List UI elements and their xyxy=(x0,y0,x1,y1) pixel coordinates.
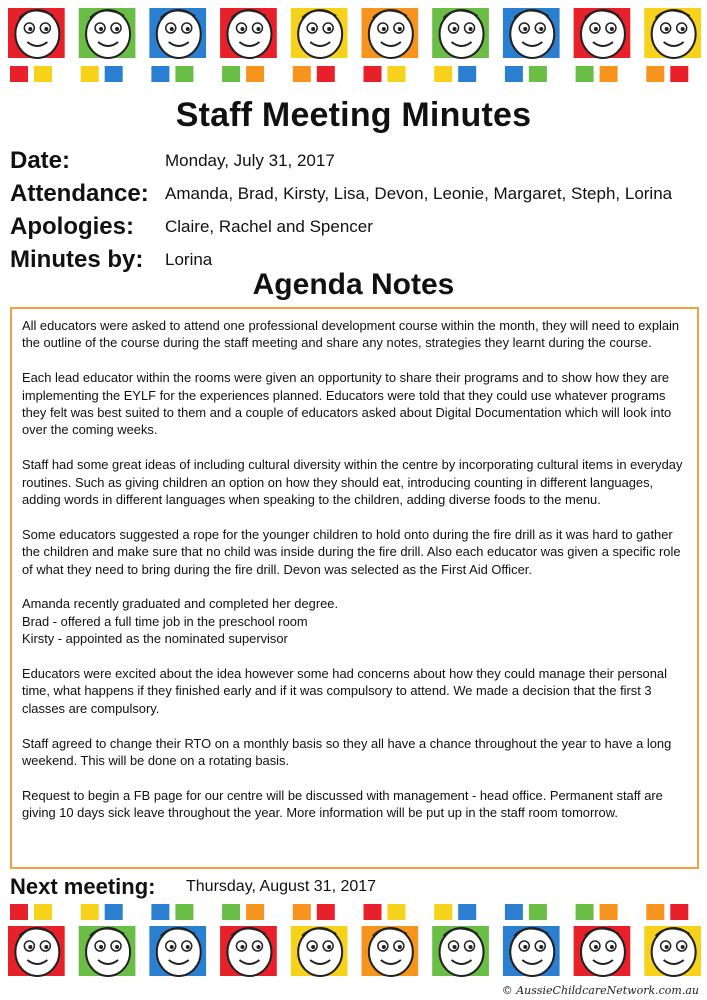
apologies-label: Apologies: xyxy=(10,213,134,240)
agenda-notes-box xyxy=(10,307,699,869)
apologies-row xyxy=(10,213,700,243)
face-tile xyxy=(644,8,701,82)
face-tile xyxy=(149,8,206,82)
face-tile xyxy=(149,904,206,976)
copyright-footer: © AussieChildcareNetwork.com.au xyxy=(501,984,699,997)
face-tile xyxy=(220,904,277,976)
date-row xyxy=(10,147,700,177)
next-meeting-label: Next meeting: xyxy=(10,874,156,899)
face-tile xyxy=(574,8,631,82)
attendance-value: Amanda, Brad, Kirsty, Lisa, Devon, Leonie, Margaret, Steph, Lorina xyxy=(165,184,673,203)
attendance-label: Attendance: xyxy=(10,180,149,207)
children-faces-banner-image xyxy=(0,896,707,986)
face-tile xyxy=(291,904,348,976)
date-label: Date: xyxy=(10,147,71,174)
note-paragraph: All educators were asked to attend one professional development course within the month, they will need to explain the outline of the course during the staff meeting and share any notes, strategies they learnt during the course. xyxy=(22,318,680,351)
agenda-heading: Agenda Notes xyxy=(252,268,455,301)
top-banner xyxy=(0,0,707,92)
next-meeting-value: Thursday, August 31, 2017 xyxy=(186,878,377,895)
face-tile xyxy=(362,904,419,976)
face-tile xyxy=(503,8,560,82)
face-tile xyxy=(220,8,277,82)
note-paragraph: Each lead educator within the rooms were given an opportunity to share their programs and to show how they are implementing the EYLF for the experiences planned. Educators were told that they could use whatever programs they felt was best suited to them and a couple of educators asked about Digital Documentation which will look into over the coming weeks. xyxy=(22,370,672,438)
date-value: Monday, July 31, 2017 xyxy=(165,151,335,170)
face-tile xyxy=(503,904,560,976)
page-title: Staff Meeting Minutes xyxy=(175,96,532,134)
children-faces-banner-image xyxy=(0,0,707,92)
face-tile xyxy=(644,904,701,976)
note-paragraph: Educators were excited about the idea however some had concerns about how they could manage their personal time, what happens if they finished early and if it was compulsory to attend. We made a decision that the first 3 classes are compulsory. xyxy=(22,666,667,716)
face-tile xyxy=(79,8,136,82)
note-paragraph: Staff agreed to change their RTO on a monthly basis so they all have a chance throughout the year to have a long weekend. This will be done on a rotating basis. xyxy=(22,735,672,769)
face-tile xyxy=(79,904,136,976)
minutes-by-value: Lorina xyxy=(165,250,213,269)
face-tile xyxy=(291,8,348,82)
minutes-by-label: Minutes by: xyxy=(10,246,144,273)
face-tile xyxy=(432,904,489,976)
face-tile xyxy=(8,8,65,82)
face-tile xyxy=(362,8,419,82)
note-paragraph: Some educators suggested a rope for the younger children to hold onto during the fire drill as it was hard to gather the children and make sure that no child was inside during the fire drill. Also each educator was given a specific role of what they need to bring during the fire drill. Devon was selected as the First Aid Officer. xyxy=(22,526,681,577)
attendance-row xyxy=(10,180,700,210)
face-tile xyxy=(574,904,631,976)
face-tile xyxy=(432,8,489,82)
apologies-value: Claire, Rachel and Spencer xyxy=(165,217,373,236)
note-paragraph: Amanda recently graduated and completed her degree. Brad - offered a full time job in the preschool room Kirsty - appointed as the nominated supervisor xyxy=(22,596,339,647)
face-tile xyxy=(8,904,65,976)
note-paragraph: Staff had some great ideas of including cultural diversity within the centre by incorporating cultural items in everyday routines. Such as giving children an option on how they should eat, introducing counting in different languages, adding words in different languages when speaking to the children, adding diverse foods to the menu. xyxy=(22,457,683,508)
bottom-banner xyxy=(0,896,707,986)
note-paragraph: Request to begin a FB page for our centre will be discussed with management - head office. Permanent staff are giving 10 days sick leave throughout the year. More information will be put up in the staff room tomorrow. xyxy=(22,787,663,821)
